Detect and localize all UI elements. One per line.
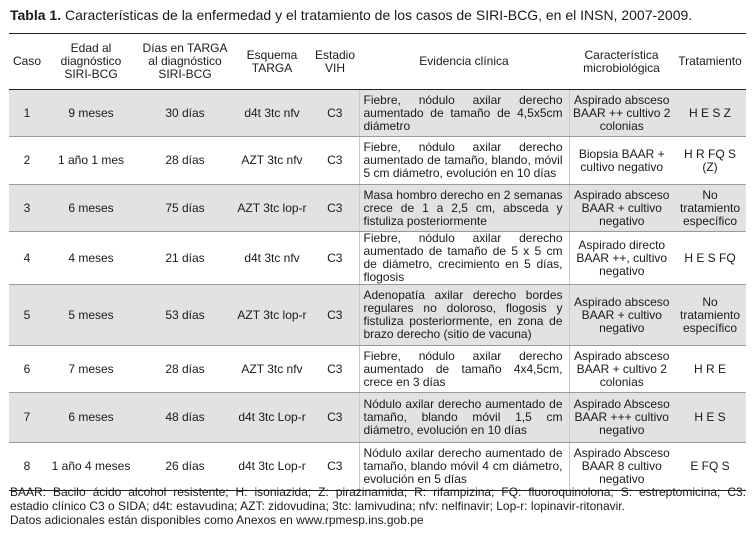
cell-caso: 2 xyxy=(9,137,45,185)
cell-dias: 53 días xyxy=(137,285,233,346)
cell-esquema: d4t 3tc nfv xyxy=(233,90,311,137)
cell-dias: 28 días xyxy=(137,346,233,393)
cell-tratamiento: H E S FQ xyxy=(674,232,746,285)
cell-edad: 9 meses xyxy=(45,90,137,137)
header-caso: Caso xyxy=(9,34,45,90)
cell-dias: 75 días xyxy=(137,185,233,232)
caption-text: Características de la enfermedad y el tratamiento de los casos de SIRI-BCG, en el INSN, 2007-2009. xyxy=(61,7,693,23)
cell-caso: 1 xyxy=(9,90,45,137)
cell-caso: 6 xyxy=(9,346,45,393)
cell-estadio: C3 xyxy=(311,90,359,137)
cell-caso: 8 xyxy=(9,443,45,491)
caption-label: Tabla 1. xyxy=(10,7,62,23)
cell-dias: 28 días xyxy=(137,137,233,185)
cell-estadio: C3 xyxy=(311,443,359,491)
cell-edad: 6 meses xyxy=(45,185,137,232)
cell-esquema: AZT 3tc nfv xyxy=(233,137,311,185)
cell-evidencia: Masa hombro derecho en 2 semanas crece de 1 a 2,5 cm, absceda y fistuliza posteriormente xyxy=(359,185,569,232)
cell-caso: 3 xyxy=(9,185,45,232)
cases-table xyxy=(9,33,746,491)
cell-caso: 5 xyxy=(9,285,45,346)
cell-estadio: C3 xyxy=(311,285,359,346)
cell-caso: 4 xyxy=(9,232,45,285)
cell-edad: 1 año 4 meses xyxy=(45,443,137,491)
cell-micro: Aspirado absceso BAAR ++ cultivo 2 colonias xyxy=(569,90,674,137)
cell-esquema: AZT 3tc lop-r xyxy=(233,285,311,346)
table-row xyxy=(9,185,746,232)
cell-micro: Aspirado Absceso BAAR 8 cultivo negativo xyxy=(569,443,674,491)
table-header-row xyxy=(9,34,746,90)
cell-esquema: d4t 3tc Lop-r xyxy=(233,443,311,491)
cell-dias: 48 días xyxy=(137,393,233,443)
table-row xyxy=(9,346,746,393)
cell-dias: 26 días xyxy=(137,443,233,491)
header-esquema: Esquema TARGA xyxy=(233,34,311,90)
header-micro: Característica microbiológica xyxy=(569,34,674,90)
cell-estadio: C3 xyxy=(311,185,359,232)
cell-dias: 21 días xyxy=(137,232,233,285)
cell-evidencia: Fiebre, nódulo axilar derecho aumentado de tamaño de 4,5x5cm diámetro xyxy=(359,90,569,137)
table-row xyxy=(9,393,746,443)
table-row xyxy=(9,285,746,346)
cell-micro: Aspirado directo BAAR ++, cultivo negativo xyxy=(569,232,674,285)
header-evidencia: Evidencia clínica xyxy=(359,34,569,90)
table-row xyxy=(9,137,746,185)
cell-esquema: AZT 3tc nfv xyxy=(233,346,311,393)
footnote-line-1: BAAR: Bacilo ácido alcohol resistente; H: isoniazida; Z: pirazinamida; R: rifampizina; FQ: fluoroquinolona; S: estreptomicina; C3: xyxy=(10,485,746,499)
cell-edad: 6 meses xyxy=(45,393,137,443)
cell-estadio: C3 xyxy=(311,137,359,185)
footnote-line-3: Datos adicionales están disponibles como Anexos en www.rpmesp.ins.gob.pe xyxy=(10,513,424,527)
cell-evidencia: Adenopatía axilar derecho bordes regulares no doloroso, flogosis y fistuliza posteriormente, en zona de brazo derecho (sitio de vacuna) xyxy=(359,285,569,346)
table-row xyxy=(9,90,746,137)
cell-estadio: C3 xyxy=(311,346,359,393)
header-estadio: Estadio VIH xyxy=(311,34,359,90)
cell-micro: Aspirado absceso BAAR + cultivo negativo xyxy=(569,285,674,346)
cell-edad: 4 meses xyxy=(45,232,137,285)
footnote-line-2: estadio clínico C3 o SIDA; d4t: estavudina; AZT: zidovudina; 3tc: lamivudina; nfv: nelfinavir; Lop-r: lopinavir-ritonavir. xyxy=(10,499,625,513)
cell-micro: Aspirado absceso BAAR + cultivo negativo xyxy=(569,185,674,232)
cell-tratamiento: H E S xyxy=(674,393,746,443)
cell-tratamiento: No tratamiento específico xyxy=(674,285,746,346)
cell-esquema: d4t 3tc Lop-r xyxy=(233,393,311,443)
header-dias: Días en TARGA al diagnóstico SIRI-BCG xyxy=(137,34,233,90)
cell-tratamiento: E FQ S xyxy=(674,443,746,491)
header-tratamiento: Tratamiento xyxy=(674,34,746,90)
cell-micro: Biopsia BAAR + cultivo negativo xyxy=(569,137,674,185)
table-row xyxy=(9,232,746,285)
cell-evidencia: Nódulo axilar derecho aumentado de tamaño, blando móvil 4 cm diámetro, evolución en 5 días xyxy=(359,443,569,491)
cell-dias: 30 días xyxy=(137,90,233,137)
header-edad: Edad al diagnóstico SIRI-BCG xyxy=(45,34,137,90)
cell-edad: 7 meses xyxy=(45,346,137,393)
cell-caso: 7 xyxy=(9,393,45,443)
cell-tratamiento: H R FQ S (Z) xyxy=(674,137,746,185)
cell-tratamiento: No tratamiento específico xyxy=(674,185,746,232)
cell-evidencia: Fiebre, nódulo axilar derecho aumentado de tamaño 4x4,5cm, crece en 3 días xyxy=(359,346,569,393)
cell-micro: Aspirado Absceso BAAR +++ cultivo negativo xyxy=(569,393,674,443)
table-footnote xyxy=(10,485,746,527)
table-caption xyxy=(10,6,746,24)
cell-edad: 5 meses xyxy=(45,285,137,346)
cell-edad: 1 año 1 mes xyxy=(45,137,137,185)
cell-tratamiento: H E S Z xyxy=(674,90,746,137)
cell-estadio: C3 xyxy=(311,393,359,443)
table-row xyxy=(9,443,746,491)
cell-micro: Aspirado absceso BAAR + cultivo 2 colonias xyxy=(569,346,674,393)
cell-evidencia: Nódulo axilar derecho aumentado de tamaño, blando móvil 1,5 cm diámetro, evolución en 10 días xyxy=(359,393,569,443)
cell-esquema: AZT 3tc lop-r xyxy=(233,185,311,232)
cell-evidencia: Fiebre, nódulo axilar derecho aumentado de tamaño, blando, móvil 5 cm diámetro, evolución en 10 días xyxy=(359,137,569,185)
cell-estadio: C3 xyxy=(311,232,359,285)
cell-evidencia: Fiebre, nódulo axilar derecho aumentado de tamaño de 5 x 5 cm de diámetro, crecimiento en 5 días, flogosis xyxy=(359,232,569,285)
cell-tratamiento: H R E xyxy=(674,346,746,393)
cell-esquema: d4t 3tc nfv xyxy=(233,232,311,285)
